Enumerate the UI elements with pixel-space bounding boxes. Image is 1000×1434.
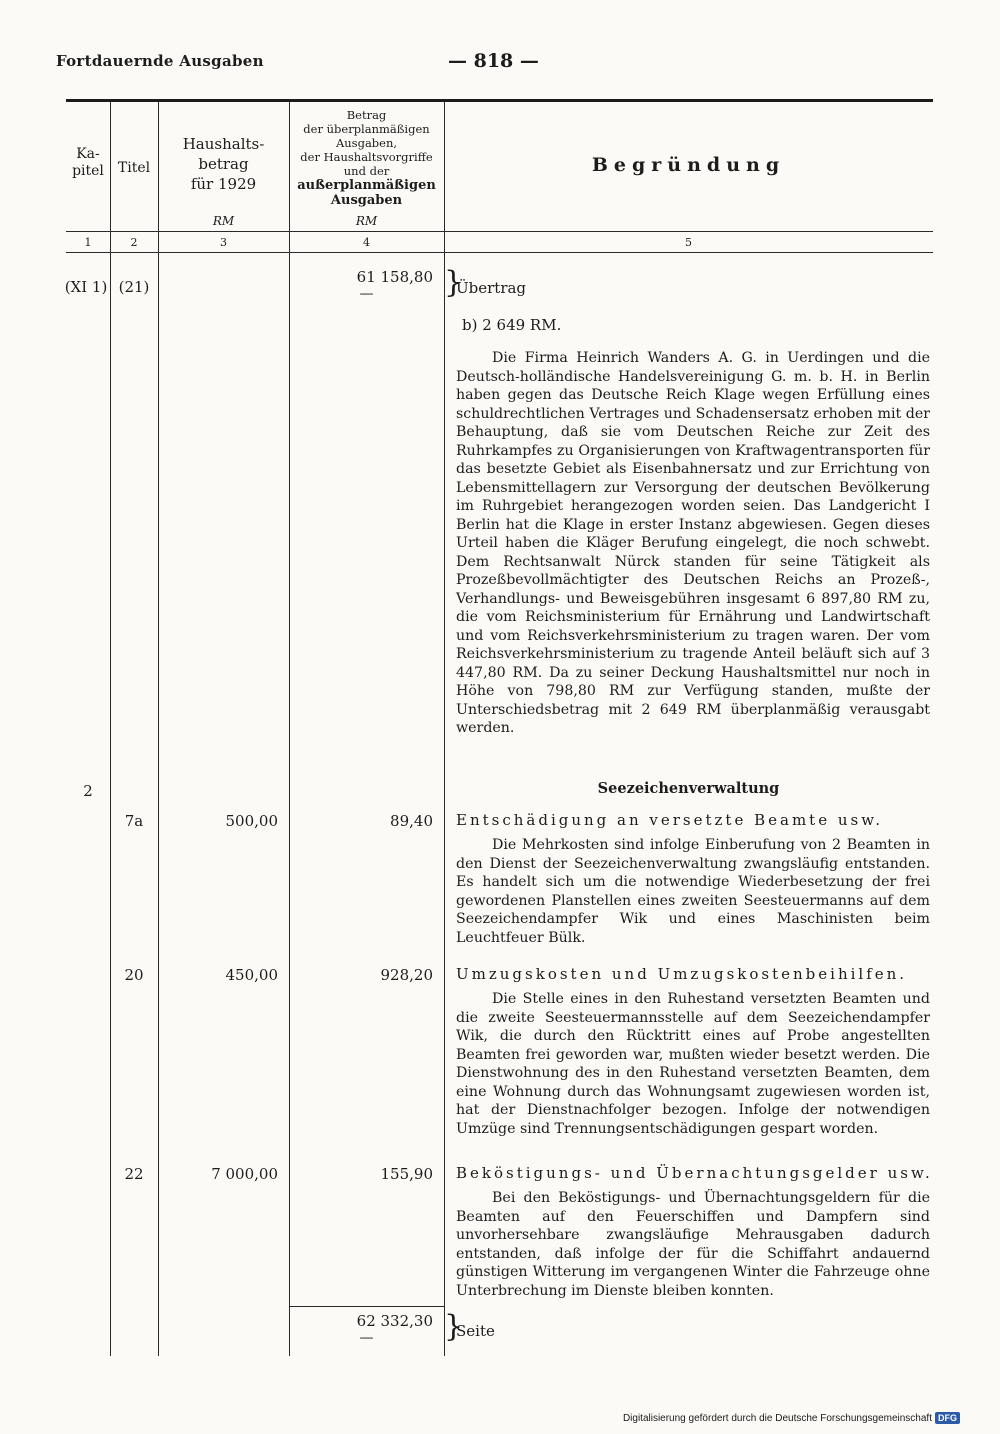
- entry-betrag-2: 928,20: [380, 966, 433, 984]
- column-number-3: 3: [220, 236, 227, 249]
- carry-amount: 61 158,80: [356, 268, 433, 286]
- page-total-dash: —: [359, 1330, 374, 1346]
- unit-haushalt: RM: [212, 214, 235, 228]
- betrag-line-6: außerplanmäßigen: [297, 178, 436, 193]
- betrag-line-4: der Haushaltsvorgriffe: [300, 150, 433, 164]
- entry-haushalt-3: 7 000,00: [211, 1165, 278, 1183]
- page-total-amount: 62 332,30: [356, 1312, 433, 1330]
- entry-heading-2: Umzugskosten und Umzugskostenbeihilfen.: [456, 965, 908, 983]
- kapitel-number: 2: [83, 782, 93, 800]
- digitization-note: [623, 1412, 960, 1424]
- entry-text-1: Die Mehrkosten sind infolge Einberufung von 2 Beamten in den Dienst der Seezeichenverwaltung zwangsläufig entstanden. Es handelt sich um die notwendige Wiederbesetzung der frei gewordenen Planstellen eines zweiten Seesteuermanns auf dem Seezeichendampfer Wik und eines Maschinisten beim Leuchtfeuer Bülk.: [456, 837, 930, 946]
- column-number-4: 4: [363, 236, 370, 249]
- entry-haushalt-2: 450,00: [225, 966, 278, 984]
- betrag-line-2: der überplanmäßigen: [303, 122, 430, 136]
- betrag-line-1: Betrag: [346, 108, 387, 122]
- column-header-begruendung: Begründung: [591, 154, 786, 176]
- header-separator: [66, 231, 933, 232]
- entry-haushalt-1: 500,00: [225, 812, 278, 830]
- column-number-separator: [66, 252, 933, 253]
- digitization-text: Digitalisierung gefördert durch die Deutsche Forschungsgemeinschaft: [622, 1412, 932, 1424]
- column-number-5: 5: [685, 236, 692, 249]
- unit-betrag: RM: [355, 214, 378, 228]
- entry-titel-2: 20: [124, 966, 144, 984]
- carry-brace: }: [444, 265, 464, 300]
- entry-heading-3: Beköstigungs- und Übernachtungsgelder usw.: [456, 1164, 933, 1182]
- entry-betrag-1: 89,40: [390, 812, 433, 830]
- column-header-kapitel: Ka- pitel: [72, 146, 104, 179]
- betrag-line-3: Ausgaben,: [335, 136, 398, 150]
- total-brace: }: [444, 1309, 464, 1344]
- carry-titel: (21): [118, 278, 150, 296]
- betrag-line-7: Ausgaben: [330, 193, 403, 208]
- page-number: — 818 —: [448, 50, 539, 72]
- carry-dash: —: [359, 286, 374, 302]
- entry-text-3: Bei den Beköstigungs- und Übernachtungsgeldern für die Beamten auf den Feuerschiffen und Dampfern sind unvorhersehbare zwangsläufige Mehrausgaben dadurch entstanden, daß infolge der für die Schiffahrt andauernd günstigen Witterung im vergangenen Winter die Fahrzeuge ohne Unterbrechung im Dienste bleiben konnten.: [456, 1190, 930, 1299]
- column-header-titel: Titel: [117, 160, 151, 176]
- dfg-logo: DFG: [935, 1412, 960, 1424]
- carry-kapitel: (XI 1): [64, 278, 108, 296]
- column-header-haushalt: Haushalts- betrag für 1929: [182, 135, 265, 193]
- column-number-2: 2: [130, 236, 138, 249]
- running-header: Fortdauernde Ausgaben: [56, 52, 264, 70]
- page-total-label: Seite: [456, 1322, 495, 1340]
- entry-betrag-3: 155,90: [380, 1165, 433, 1183]
- total-rule: [289, 1306, 444, 1307]
- betrag-line-5: und der: [343, 164, 390, 178]
- column-number-1: 1: [84, 236, 92, 249]
- entry-titel-1: 7a: [124, 812, 144, 830]
- entry-text-2: Die Stelle eines in den Ruhestand versetzten Beamten und die zweite Seesteuermannsstelle auf dem Seezeichendampfer Wik, die durch den Rücktritt eines auf Probe angestellten Beamten frei geworden war, mußten wieder besetzt werden. Die Dienstwohnung des in den Ruhestand versetzten Beamten, dem eine Wohnung durch das Wohnungsamt zugewiesen worden ist, hat der Dienstnachfolger bezogen. Infolge der notwendigen Umzüge sind Trennungsentschädigungen gespart worden.: [456, 991, 930, 1137]
- section-b-heading: b) 2 649 RM.: [462, 316, 562, 334]
- column-header-betrag: [289, 108, 444, 208]
- entry-titel-3: 22: [124, 1165, 144, 1183]
- entry-heading-1: Entschädigung an versetzte Beamte usw.: [456, 811, 884, 829]
- section-title: Seezeichenverwaltung: [597, 780, 780, 797]
- top-rule: [66, 99, 933, 102]
- carry-label: Übertrag: [456, 279, 527, 297]
- section-b-text: Die Firma Heinrich Wanders A. G. in Uerdingen und die Deutsch-holländische Handelsvereinigung G. m. b. H. in Berlin haben gegen das Deutsche Reich Klage wegen Erfüllung eines schuldrechtlichen Vertrages und Schadensersatz erhoben mit der Behauptung, daß sie vom Deutschen Reiche zur Zeit des Ruhrkampfes zu Organisierungen von Kraftwagentransporten für das besetzte Gebiet als Eisenbahnersatz und zur Errichtung von Lebensmittellagern zur Versorgung der deutschen Bevölkerung im Ruhrgebiet herangezogen worden seien. Das Landgericht I Berlin hat die Klage in erster Instanz abgewiesen. Gegen dieses Urteil haben die Kläger Berufung eingelegt, die noch schwebt. Dem Rechtsanwalt Nürck standen für seine Tätigkeit als Prozeßbevollmächtigter des Deutschen Reichs an Prozeß-, Verhandlungs- und Beweisgebühren insgesamt 6 897,80 RM zu, die vom Reichsministerium für Ernährung und Landwirtschaft und vom Reichsverkehrsministerium zu tragen waren. Der vom Reichsverkehrsministerium zu tragende Anteil beläuft sich auf 3 447,80 RM. Da zu seiner Deckung Haushaltsmittel nur noch in Höhe von 798,80 RM zur Verfügung standen, mußte der Unterschiedsbetrag mit 2 649 RM überplanmäßig verausgabt werden.: [456, 350, 930, 736]
